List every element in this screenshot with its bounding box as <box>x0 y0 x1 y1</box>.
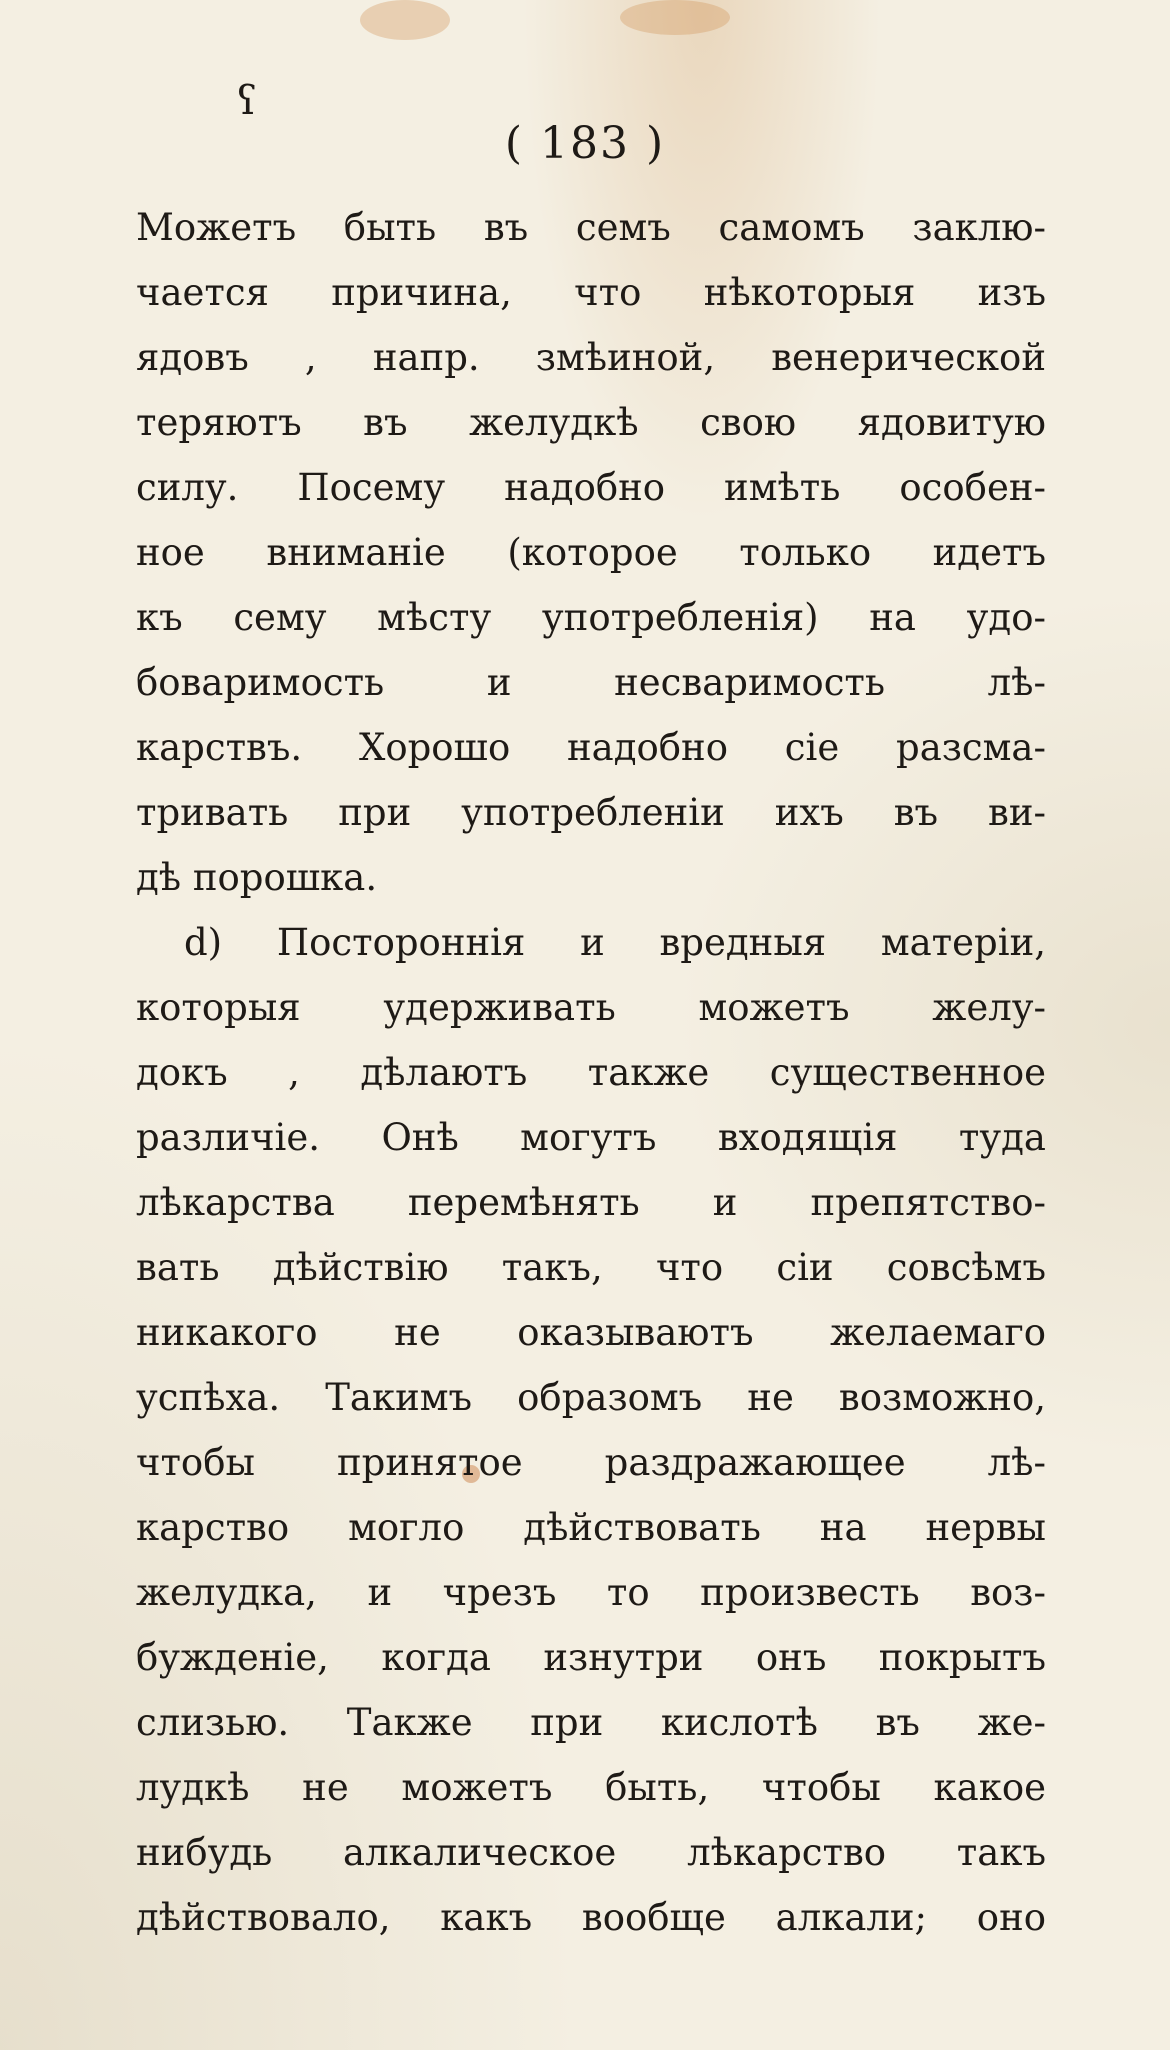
text-line: лудкѣ не можетъ быть, чтобы какое <box>136 1766 1046 1809</box>
text-line: карство могло дѣйствовать на нервы <box>136 1506 1046 1549</box>
body-text <box>136 195 1046 1950</box>
corner-mark: ʕ <box>236 78 258 124</box>
text-line: ядовъ , напр. змѣиной, венерической <box>136 336 1046 379</box>
text-line: къ сему мѣсту употребленія) на удо- <box>136 596 1046 639</box>
text-line: Можетъ быть въ семъ самомъ заклю- <box>136 206 1046 249</box>
text-line: ное вниманіе (которое только идетъ <box>136 531 1046 574</box>
text-line: различіе. Онѣ могутъ входящія туда <box>136 1116 1046 1159</box>
text-line: слизью. Также при кислотѣ въ же- <box>136 1701 1046 1744</box>
text-line: карствъ. Хорошо надобно сіе разсма- <box>136 726 1046 769</box>
text-line: дѣ порошка. <box>136 856 378 899</box>
page-number: ( 183 ) <box>504 118 666 169</box>
paper-stain <box>360 0 450 40</box>
paragraph-1 <box>136 195 1046 910</box>
text-line: бужденіе, когда изнутри онъ покрытъ <box>136 1636 1046 1679</box>
text-line: которыя удерживать можетъ желу- <box>136 986 1046 1029</box>
text-line: силу. Посему надобно имѣть особен- <box>136 466 1046 509</box>
text-line: чается причина, что нѣкоторыя изъ <box>136 271 1046 314</box>
text-line: успѣха. Такимъ образомъ не возможно, <box>136 1376 1046 1419</box>
paper-stain <box>620 0 730 35</box>
text-line: тривать при употребленіи ихъ въ ви- <box>136 791 1046 834</box>
text-line: d) Постороннія и вредныя матеріи, <box>184 921 1046 964</box>
paragraph-2 <box>136 910 1046 1950</box>
text-line: нибудь алкалическое лѣкарство такъ <box>136 1831 1046 1874</box>
text-line: желудка, и чрезъ то произвесть воз- <box>136 1571 1046 1614</box>
text-line: вать дѣйствію такъ, что сіи совсѣмъ <box>136 1246 1046 1289</box>
text-line: никакого не оказываютъ желаемаго <box>136 1311 1046 1354</box>
text-line: чтобы принятое раздражающее лѣ- <box>136 1441 1046 1484</box>
text-line: лѣкарства перемѣнять и препятство- <box>136 1181 1046 1224</box>
text-line: боваримость и несваримость лѣ- <box>136 661 1046 704</box>
text-line: дѣйствовало, какъ вообще алкали; оно <box>136 1896 1046 1939</box>
text-line: теряютъ въ желудкѣ свою ядовитую <box>136 401 1046 444</box>
text-line: докъ , дѣлаютъ также существенное <box>136 1051 1046 1094</box>
